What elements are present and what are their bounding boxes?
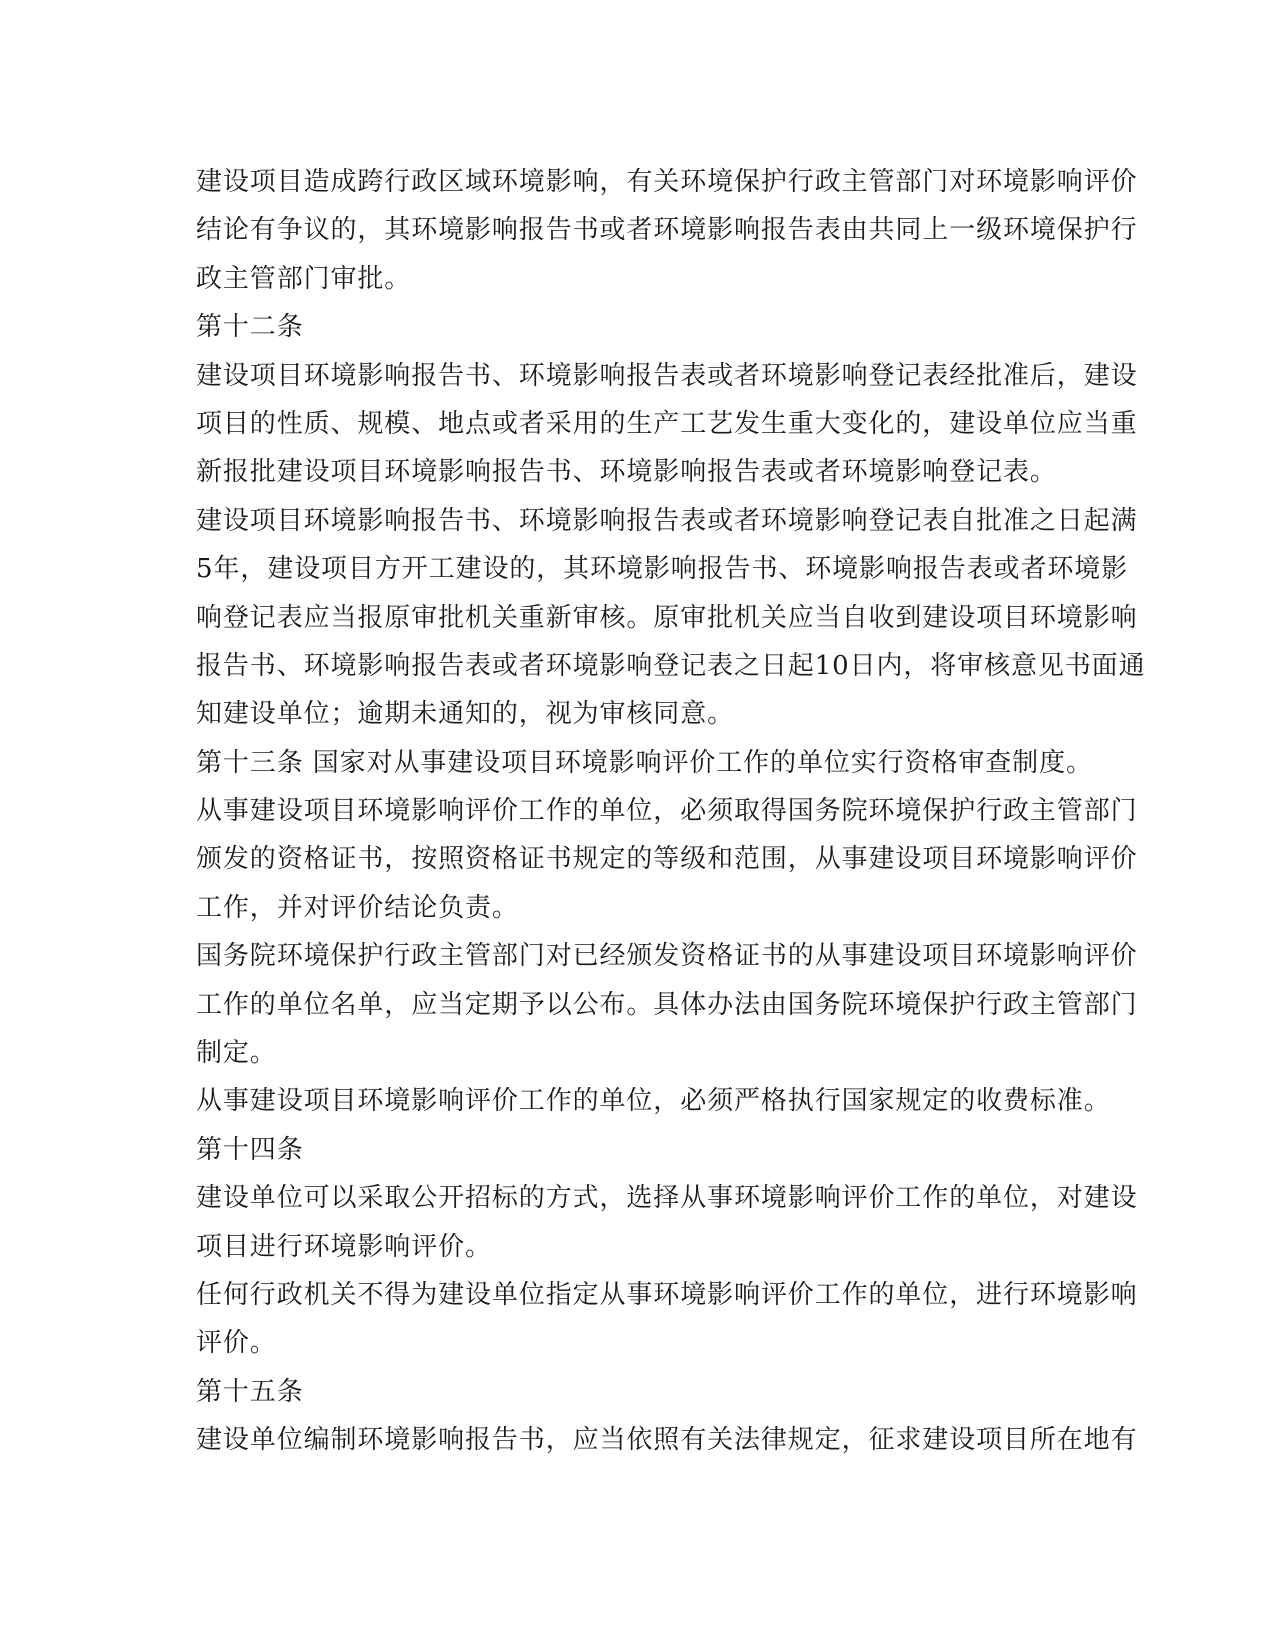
text-line: 评价。 bbox=[196, 1328, 277, 1359]
document-body bbox=[196, 158, 1146, 1465]
text-line: 从事建设项目环境影响评价工作的单位，必须严格执行国家规定的收费标准。 bbox=[196, 1086, 1111, 1117]
article-heading: 第十三条 国家对从事建设项目环境影响评价工作的单位实行资格审查制度。 bbox=[196, 747, 1093, 778]
text-line: 知建设单位；逾期未通知的，视为审核同意。 bbox=[196, 699, 735, 730]
text-line: 项目的性质、规模、地点或者采用的生产工艺发生重大变化的，建设单位应当重 bbox=[196, 408, 1138, 439]
text-line: 报告书、环境影响报告表或者环境影响登记表之日起10日内，将审核意见书面通 bbox=[196, 650, 1146, 681]
text-line: 项目进行环境影响评价。 bbox=[196, 1231, 492, 1262]
text-line: 政主管部门审批。 bbox=[196, 263, 412, 294]
text-line: 工作，并对评价结论负责。 bbox=[196, 892, 519, 923]
text-line: 国务院环境保护行政主管部门对已经颁发资格证书的从事建设项目环境影响评价 bbox=[196, 941, 1138, 972]
article-heading: 第十五条 bbox=[196, 1376, 304, 1407]
text-line: 从事建设项目环境影响评价工作的单位，必须取得国务院环境保护行政主管部门 bbox=[196, 796, 1138, 827]
text-line: 新报批建设项目环境影响报告书、环境影响报告表或者环境影响登记表。 bbox=[196, 457, 1057, 488]
text-line: 建设单位编制环境影响报告书，应当依照有关法律规定，征求建设项目所在地有 bbox=[196, 1425, 1138, 1456]
text-line: 任何行政机关不得为建设单位指定从事环境影响评价工作的单位，进行环境影响 bbox=[196, 1279, 1138, 1310]
text-line: 建设项目造成跨行政区域环境影响，有关环境保护行政主管部门对环境影响评价 bbox=[196, 167, 1138, 197]
text-line: 建设项目环境影响报告书、环境影响报告表或者环境影响登记表自批准之日起满 bbox=[196, 505, 1138, 536]
text-line: 结论有争议的，其环境影响报告书或者环境影响报告表由共同上一级环境保护行 bbox=[196, 215, 1138, 246]
text-line: 工作的单位名单，应当定期予以公布。具体办法由国务院环境保护行政主管部门 bbox=[196, 989, 1138, 1020]
text-line: 5年，建设项目方开工建设的，其环境影响报告书、环境影响报告表或者环境影 bbox=[196, 554, 1129, 585]
text-line: 响登记表应当报原审批机关重新审核。原审批机关应当自收到建设项目环境影响 bbox=[196, 602, 1138, 633]
text-line: 颁发的资格证书，按照资格证书规定的等级和范围，从事建设项目环境影响评价 bbox=[196, 844, 1138, 875]
article-heading: 第十二条 bbox=[196, 312, 304, 343]
text-line: 建设项目环境影响报告书、环境影响报告表或者环境影响登记表经批准后，建设 bbox=[196, 360, 1138, 391]
text-line: 制定。 bbox=[196, 1038, 277, 1069]
article-heading: 第十四条 bbox=[196, 1134, 304, 1165]
text-line: 建设单位可以采取公开招标的方式，选择从事环境影响评价工作的单位，对建设 bbox=[196, 1183, 1138, 1214]
